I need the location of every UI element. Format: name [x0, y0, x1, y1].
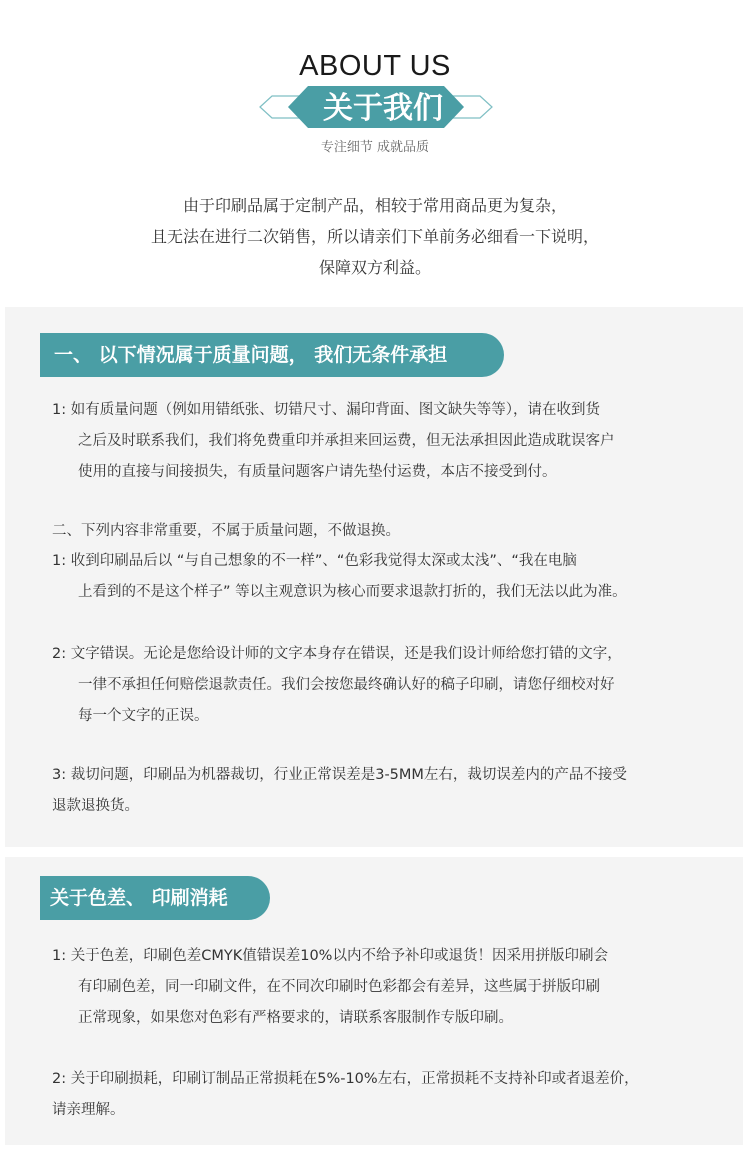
- page-title: ABOUT US: [299, 50, 451, 82]
- text-line: 请亲理解。: [52, 1102, 125, 1118]
- intro-line: 且无法在进行二次销售，所以请亲们下单前务必细看一下说明，: [150, 227, 599, 246]
- text-line: 上看到的不是这个样子” 等以主观意识为核心而要求退款打折的，我们无法以此为准。: [78, 584, 627, 600]
- text-line: 1: 收到印刷品后以 “与自己想象的不一样”、“色彩我觉得太深或太浅”、“我在电脑: [52, 553, 577, 569]
- section-tab-color: 关于色差、 印刷消耗: [40, 876, 270, 920]
- nonquality-item-2: [52, 639, 622, 732]
- quality-item-1: [52, 395, 615, 488]
- text-line: 3: 裁切问题，印刷品为机器裁切，行业正常误差是3-5MM左右，裁切误差内的产品不接受: [52, 767, 627, 783]
- color-item-2: [52, 1064, 639, 1126]
- nonquality-item-1: [52, 546, 627, 608]
- text-line: 使用的直接与间接损失，有质量问题客户请先垫付运费，本店不接受到付。: [78, 464, 557, 480]
- banner-title: 关于我们: [323, 91, 443, 126]
- intro-line: 由于印刷品属于定制产品，相较于常用商品更为复杂，: [182, 196, 567, 215]
- text-line: 退款退换货。: [52, 798, 139, 814]
- text-line: 2: 文字错误。无论是您给设计师的文字本身存在错误，还是我们设计师给您打错的文字，: [52, 646, 622, 662]
- text-line: 每一个文字的正误。: [78, 708, 209, 724]
- section-heading-2: 二、下列内容非常重要，不属于质量问题，不做退换。: [52, 523, 400, 539]
- intro-line: 保障双方利益。: [318, 258, 431, 277]
- text-line: 正常现象，如果您对色彩有严格要求的，请联系客服制作专版印刷。: [78, 1010, 513, 1026]
- text-line: 之后及时联系我们，我们将免费重印并承担来回运费，但无法承担因此造成耽误客户: [78, 433, 615, 449]
- text-line: 有印刷色差，同一印刷文件，在不同次印刷时色彩都会有差异，这些属于拼版印刷: [78, 979, 600, 995]
- text-line: 2: 关于印刷损耗，印刷订制品正常损耗在5%-10%左右，正常损耗不支持补印或者退差价，: [52, 1071, 639, 1087]
- text-line: 1: 如有质量问题（例如用错纸张、切错尺寸、漏印背面、图文缺失等等），请在收到货: [52, 402, 600, 418]
- intro-text: [0, 190, 750, 283]
- text-line: 1: 关于色差，印刷色差CMYK值错误差10%以内不给予补印或退货！因采用拼版印刷会: [52, 948, 608, 964]
- text-line: 一律不承担任何赔偿退款责任。我们会按您最终确认好的稿子印刷，请您仔细校对好: [78, 677, 615, 693]
- nonquality-item-3: [52, 760, 627, 822]
- color-item-1: [52, 941, 608, 1034]
- subtitle: 专注细节 成就品质: [320, 140, 430, 155]
- section-tab-quality: 一、 以下情况属于质量问题， 我们无条件承担: [40, 333, 504, 377]
